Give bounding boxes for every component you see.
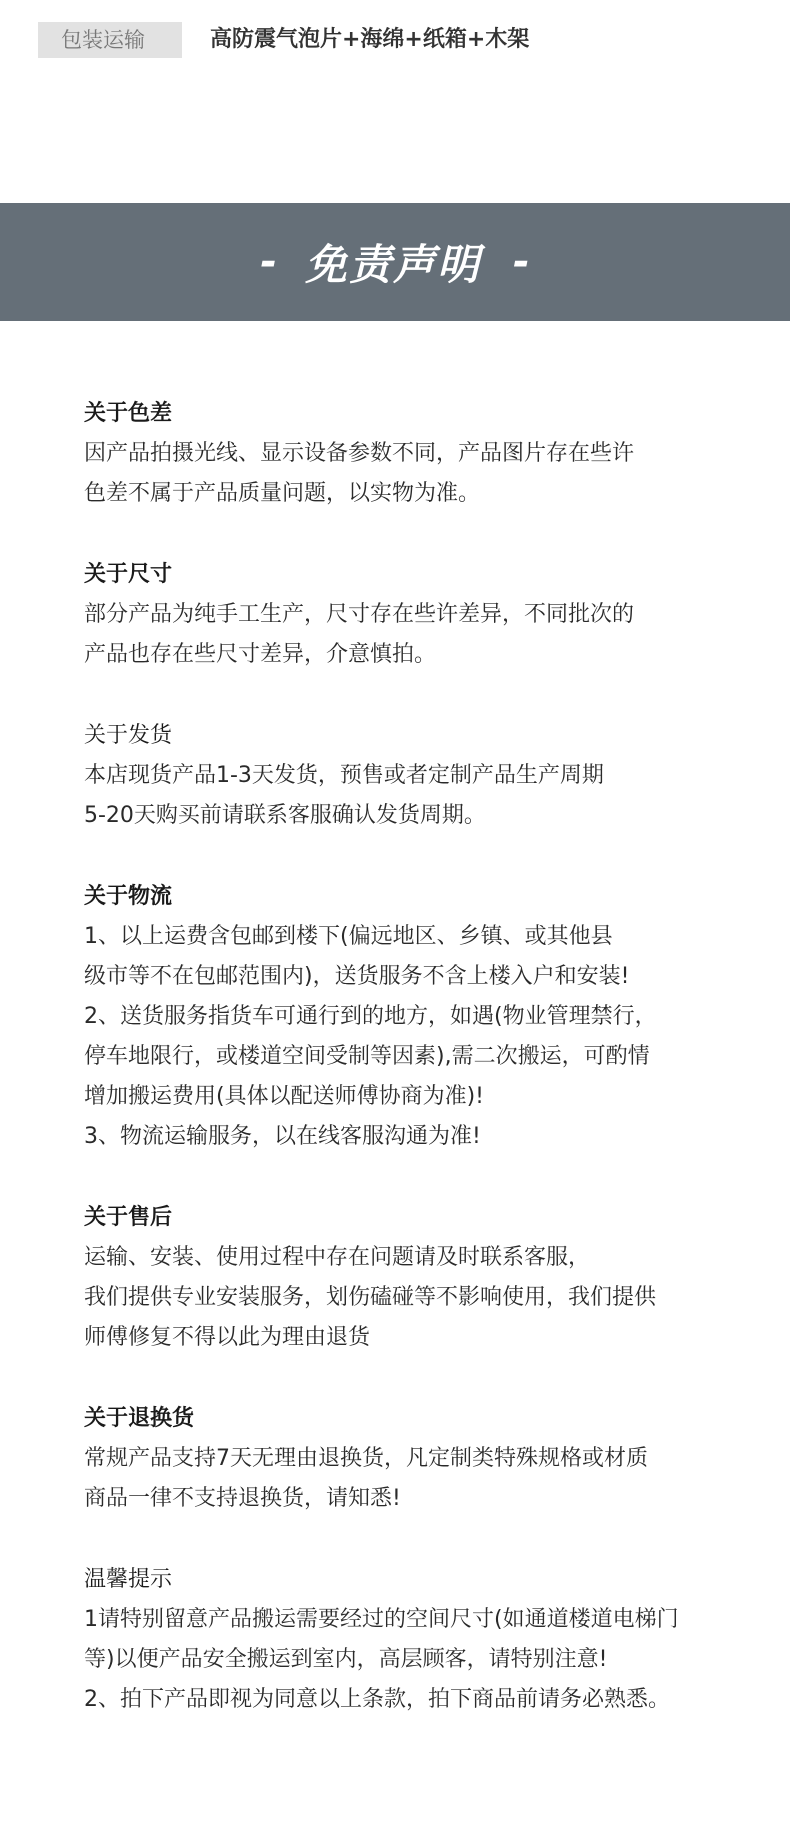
section-text-line: 5-20天购买前请联系客服确认发货周期。	[84, 803, 486, 828]
section-text-line: 产品也存在些尺寸差异，介意慎拍。	[84, 642, 437, 667]
section-text-line: 我们提供专业安装服务，划伤磕碰等不影响使用，我们提供	[84, 1285, 657, 1310]
section-text-line: 级市等不在包邮范围内)，送货服务不含上楼入户和安装!	[84, 964, 630, 989]
disclaimer-section	[84, 1198, 764, 1358]
disclaimer-section	[84, 716, 764, 836]
section-text-line: 1请特别留意产品搬运需要经过的空间尺寸(如通道楼道电梯门	[84, 1607, 679, 1632]
section-title: 关于物流	[84, 884, 173, 909]
disclaimer-section	[84, 394, 764, 514]
disclaimer-section	[84, 1560, 764, 1720]
packaging-value: 高防震气泡片+海绵+纸箱+木架	[210, 27, 530, 52]
section-text-line: 2、送货服务指货车可通行到的地方，如遇(物业管理禁行，	[84, 1004, 657, 1029]
banner-dash-right: -	[513, 239, 530, 285]
disclaimer-section	[84, 555, 764, 675]
section-text-line: 本店现货产品1-3天发货，预售或者定制产品生产周期	[84, 763, 604, 788]
disclaimer-banner	[0, 203, 790, 321]
section-text-line: 常规产品支持7天无理由退换货，凡定制类特殊规格或材质	[84, 1446, 648, 1471]
section-text-line: 因产品拍摄光线、显示设备参数不同，产品图片存在些许	[84, 441, 635, 466]
section-text-line: 等)以便产品安全搬运到室内，高层顾客，请特别注意!	[84, 1647, 608, 1672]
section-text-line: 3、物流运输服务，以在线客服沟通为准!	[84, 1124, 481, 1149]
section-text-line: 色差不属于产品质量问题，以实物为准。	[84, 481, 481, 506]
section-title: 关于售后	[84, 1205, 173, 1230]
packaging-row	[38, 22, 529, 58]
banner-dash-left: -	[260, 239, 277, 285]
disclaimer-content	[84, 394, 764, 1761]
section-title: 关于退换货	[84, 1406, 195, 1431]
disclaimer-section	[84, 877, 764, 1157]
banner-title: 免责声明	[304, 240, 481, 289]
section-title: 关于尺寸	[84, 562, 173, 587]
section-text-line: 增加搬运费用(具体以配送师傅协商为准)!	[84, 1084, 484, 1109]
section-text-line: 运输、安装、使用过程中存在问题请及时联系客服，	[84, 1245, 591, 1270]
section-text-line: 停车地限行，或楼道空间受制等因素),需二次搬运，可酌情	[84, 1044, 650, 1069]
section-text-line: 商品一律不支持退换货，请知悉!	[84, 1486, 401, 1511]
packaging-label: 包装运输	[38, 22, 182, 58]
section-title: 温馨提示	[84, 1567, 173, 1592]
section-title: 关于发货	[84, 723, 173, 748]
disclaimer-section	[84, 1399, 764, 1519]
section-text-line: 1、以上运费含包邮到楼下(偏远地区、乡镇、或其他县	[84, 924, 613, 949]
section-title: 关于色差	[84, 401, 173, 426]
section-text-line: 2、拍下产品即视为同意以上条款，拍下商品前请务必熟悉。	[84, 1687, 670, 1712]
section-text-line: 部分产品为纯手工生产，尺寸存在些许差异，不同批次的	[84, 602, 635, 627]
section-text-line: 师傅修复不得以此为理由退货	[84, 1325, 371, 1350]
